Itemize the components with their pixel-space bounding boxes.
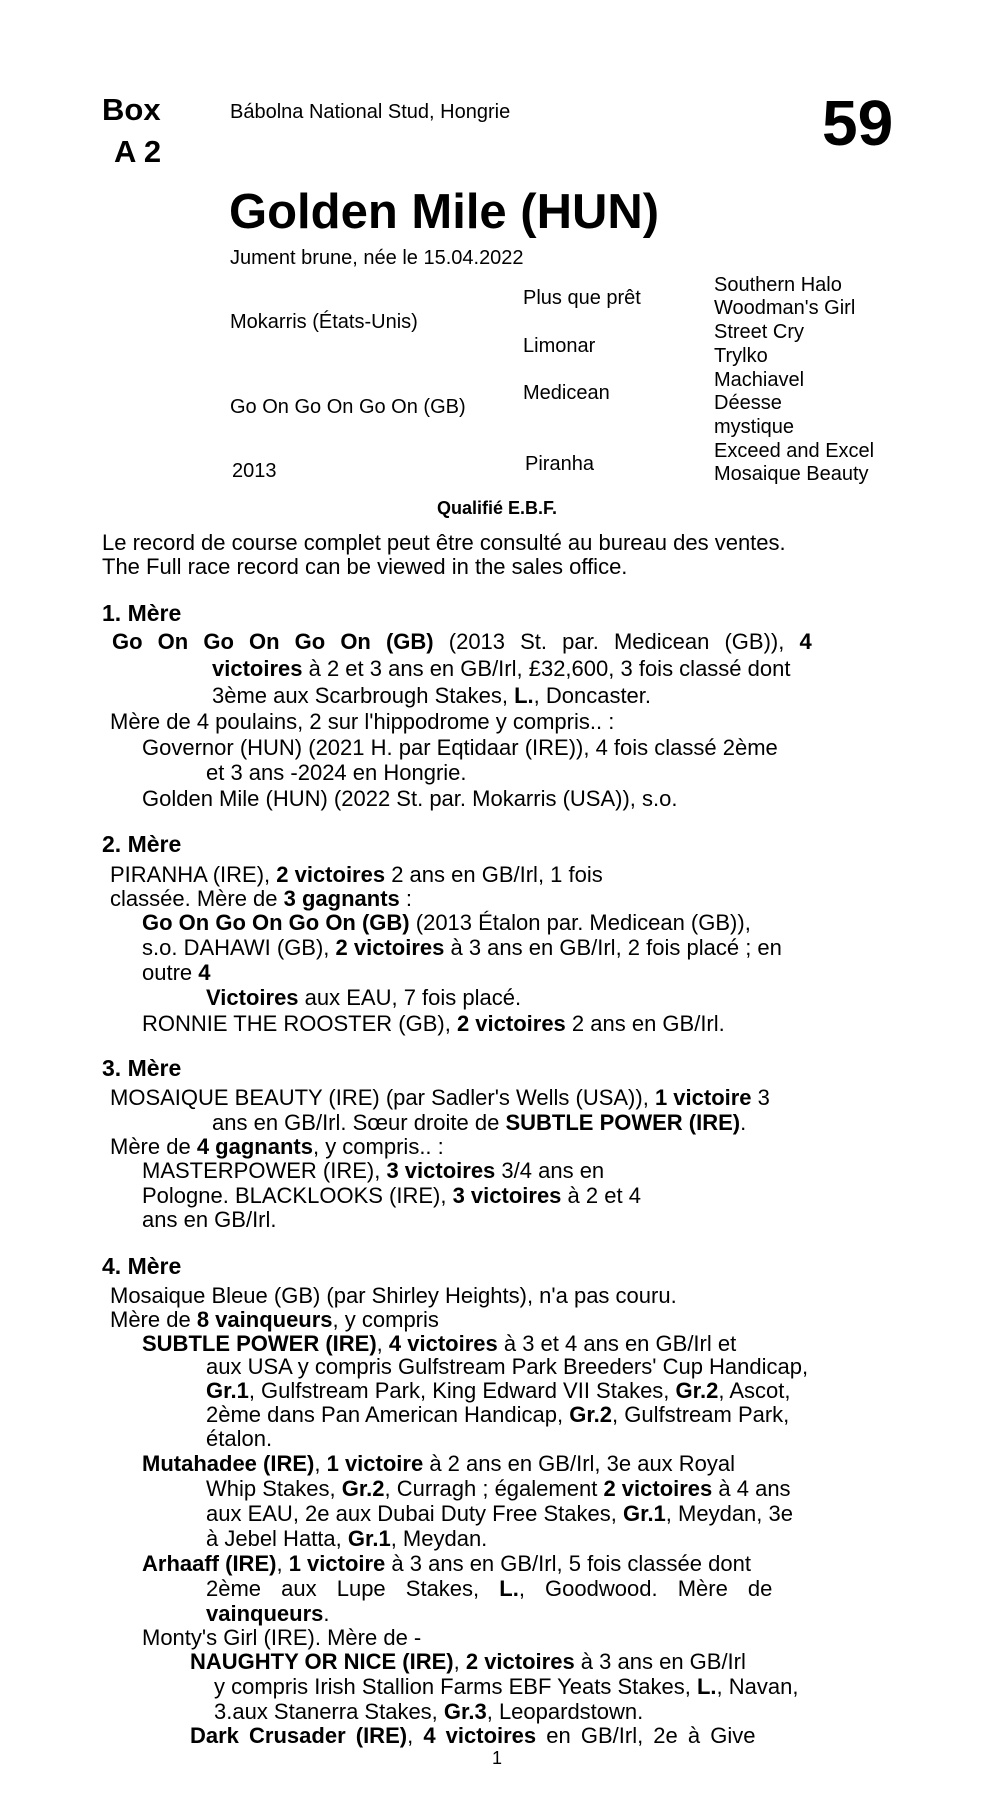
pedigree-gg-1: Southern Halo	[714, 274, 842, 296]
s4-line-17: y compris Irish Stallion Farms EBF Yeats Stakes, L., Navan,	[214, 1674, 799, 1699]
s1-line-1: Go On Go On Go On (GB) (2013 St. par. Medicean (GB)), 4	[112, 629, 812, 654]
pedigree-gg-6: Déesse	[714, 392, 782, 414]
s4-line-9: Whip Stakes, Gr.2, Curragh ; également 2 victoires à 4 ans	[206, 1476, 791, 1501]
s4-line-11: à Jebel Hatta, Gr.1, Meydan.	[206, 1526, 488, 1551]
pedigree-gg-9: Mosaique Beauty	[714, 463, 869, 485]
box-number: A 2	[114, 134, 162, 169]
s3-line-1: MOSAIQUE BEAUTY (IRE) (par Sadler's Wells (USA)), 1 victoire 3	[110, 1085, 770, 1110]
s4-line-10: aux EAU, 2e aux Dubai Duty Free Stakes, Gr.1, Meydan, 3e	[206, 1501, 793, 1526]
notice-en: The Full race record can be viewed in the sales office.	[102, 554, 628, 579]
s2-line-7: RONNIE THE ROOSTER (GB), 2 victoires 2 ans en GB/Irl.	[142, 1011, 725, 1036]
s4-line-2: Mère de 8 vainqueurs, y compris	[110, 1307, 439, 1332]
lot-number: 59	[822, 87, 894, 159]
s3-line-5: Pologne. BLACKLOOKS (IRE), 3 victoires à 2 et 4	[142, 1183, 641, 1208]
s4-line-14: vainqueurs.	[206, 1601, 330, 1626]
box-label: Box	[102, 92, 161, 127]
notice-fr: Le record de course complet peut être consulté au bureau des ventes.	[102, 530, 786, 555]
pedigree-sire-dam: Limonar	[523, 335, 596, 357]
consignor: Bábolna National Stud, Hongrie	[230, 101, 511, 123]
pedigree-gg-7: mystique	[714, 416, 795, 438]
pedigree-dam-year: 2013	[232, 460, 277, 482]
s4-line-16: NAUGHTY OR NICE (IRE), 2 victoires à 3 ans en GB/Irl	[190, 1649, 746, 1674]
s4-line-1: Mosaique Bleue (GB) (par Shirley Heights), n'a pas couru.	[110, 1283, 677, 1308]
s3-line-4: MASTERPOWER (IRE), 3 victoires 3/4 ans en	[142, 1158, 605, 1183]
pedigree-sire: Mokarris (États-Unis)	[230, 311, 418, 333]
pedigree-sire-sire: Plus que prêt	[523, 287, 641, 309]
s2-line-5: outre 4	[142, 960, 211, 985]
s2-line-6: Victoires aux EAU, 7 fois placé.	[206, 985, 522, 1010]
pedigree-gg-8: Exceed and Excel	[714, 440, 875, 462]
s4-line-15: Monty's Girl (IRE). Mère de -	[142, 1625, 422, 1650]
s4-line-6: 2ème dans Pan American Handicap, Gr.2, Gulfstream Park,	[206, 1402, 790, 1427]
s4-line-18: 3.aux Stanerra Stakes, Gr.3, Leopardstown.	[214, 1699, 644, 1724]
pedigree-gg-3: Street Cry	[714, 321, 805, 343]
pedigree-dam-dam: Piranha	[525, 453, 594, 475]
s4-line-4: aux USA y compris Gulfstream Park Breeders' Cup Handicap,	[206, 1354, 809, 1379]
pedigree-gg-4: Trylko	[714, 345, 768, 367]
pedigree-dam: Go On Go On Go On (GB)	[230, 396, 466, 418]
s3-line-3: Mère de 4 gagnants, y compris.. :	[110, 1134, 444, 1159]
s1-line-3: 3ème aux Scarbrough Stakes, L., Doncaster.	[212, 683, 652, 708]
section-2-heading: 2. Mère	[102, 831, 182, 857]
qualification: Qualifié E.B.F.	[436, 498, 558, 518]
pedigree-gg-5: Machiavel	[714, 369, 805, 391]
horse-name: Golden Mile (HUN)	[229, 185, 660, 239]
s2-line-3: Go On Go On Go On (GB) (2013 Étalon par. Medicean (GB)),	[142, 910, 751, 935]
s4-line-8: Mutahadee (IRE), 1 victoire à 2 ans en GB/Irl, 3e aux Royal	[142, 1451, 736, 1476]
pedigree-gg-2: Woodman's Girl	[714, 297, 856, 319]
s4-line-12: Arhaaff (IRE), 1 victoire à 3 ans en GB/Irl, 5 fois classée dont	[142, 1551, 751, 1576]
section-1-heading: 1. Mère	[102, 600, 182, 626]
s4-line-3: SUBTLE POWER (IRE), 4 victoires à 3 et 4 ans en GB/Irl et	[142, 1331, 737, 1356]
s1-line-6: et 3 ans -2024 en Hongrie.	[206, 760, 467, 785]
s1-line-4: Mère de 4 poulains, 2 sur l'hippodrome y compris.. :	[110, 709, 615, 734]
section-3-heading: 3. Mère	[102, 1055, 182, 1081]
page-number: 1	[491, 1748, 502, 1768]
horse-description: Jument brune, née le 15.04.2022	[230, 247, 524, 269]
s2-line-1: PIRANHA (IRE), 2 victoires 2 ans en GB/Irl, 1 fois	[110, 862, 603, 887]
s2-line-2: classée. Mère de 3 gagnants :	[110, 886, 413, 911]
s4-line-7: étalon.	[206, 1426, 273, 1451]
section-4-heading: 4. Mère	[102, 1253, 182, 1279]
s3-line-2: ans en GB/Irl. Sœur droite de SUBTLE POWER (IRE).	[212, 1110, 747, 1135]
s4-line-5: Gr.1, Gulfstream Park, King Edward VII Stakes, Gr.2, Ascot,	[206, 1378, 791, 1403]
s4-line-13: 2ème aux Lupe Stakes, L., Goodwood. Mère de	[206, 1576, 773, 1601]
s1-line-2: victoires à 2 et 3 ans en GB/Irl, £32,600, 3 fois classé dont	[212, 656, 791, 681]
pedigree-dam-sire: Medicean	[523, 382, 610, 404]
s3-line-6: ans en GB/Irl.	[142, 1207, 277, 1232]
s1-line-5: Governor (HUN) (2021 H. par Eqtidaar (IRE)), 4 fois classé 2ème	[142, 735, 778, 760]
s1-line-7: Golden Mile (HUN) (2022 St. par. Mokarris (USA)), s.o.	[142, 786, 678, 811]
s4-line-19: Dark Crusader (IRE), 4 victoires en GB/Irl, 2e à Give	[190, 1723, 756, 1748]
s2-line-4: s.o. DAHAWI (GB), 2 victoires à 3 ans en GB/Irl, 2 fois placé ; en	[142, 935, 782, 960]
